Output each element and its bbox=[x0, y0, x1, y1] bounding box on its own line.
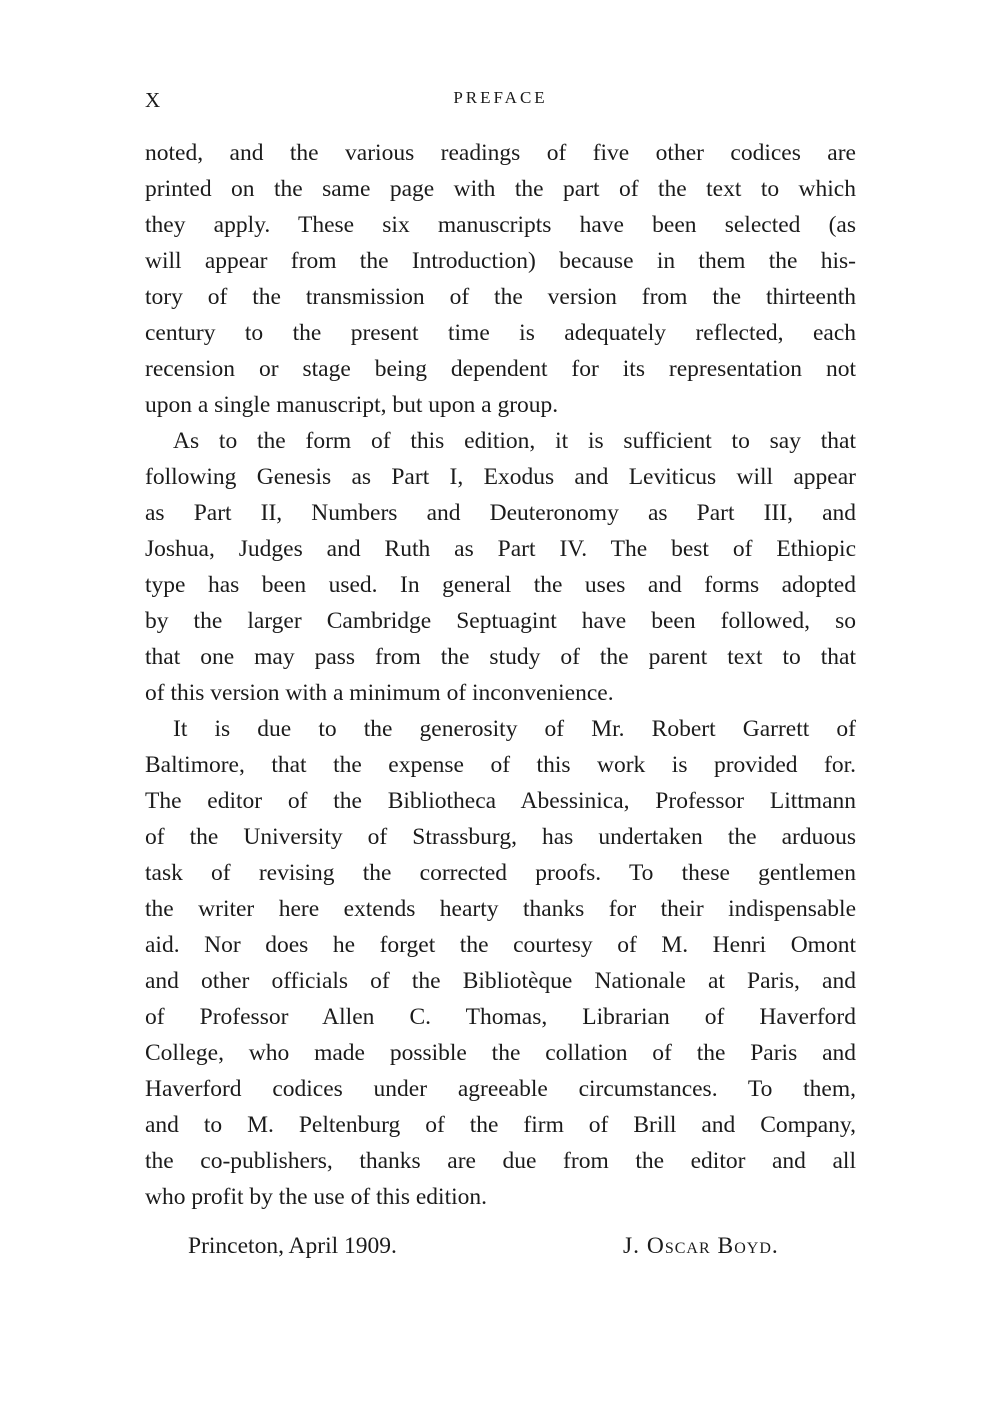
text-line: type has been used. In general the uses and forms adopted bbox=[145, 572, 856, 598]
text-line: Joshua, Judges and Ruth as Part IV. The best of Ethiopic bbox=[145, 536, 856, 562]
text-line: upon a single manuscript, but upon a group. bbox=[145, 392, 559, 418]
text-line: and other officials of the Bibliotèque Nationale at Paris, and bbox=[145, 968, 856, 994]
text-line: as Part II, Numbers and Deuteronomy as Part III, and bbox=[145, 500, 856, 526]
text-line: of this version with a minimum of inconvenience. bbox=[145, 680, 614, 706]
text-line: Haverford codices under agreeable circumstances. To them, bbox=[145, 1076, 856, 1102]
running-head bbox=[145, 88, 856, 116]
text-line: they apply. These six manuscripts have been selected (as bbox=[145, 212, 856, 238]
text-line: Baltimore, that the expense of this work is provided for. bbox=[145, 752, 856, 778]
text-line: It is due to the generosity of Mr. Robert Garrett of bbox=[173, 716, 856, 742]
signature-line bbox=[0, 1228, 1000, 1264]
preface-body bbox=[145, 135, 856, 1215]
text-line: of Professor Allen C. Thomas, Librarian of Haverford bbox=[145, 1004, 856, 1030]
paragraph-2 bbox=[145, 423, 856, 711]
text-line: will appear from the Introduction) because in them the his- bbox=[145, 248, 856, 274]
text-line: that one may pass from the study of the parent text to that bbox=[145, 644, 856, 670]
text-line: As to the form of this edition, it is sufficient to say that bbox=[173, 428, 856, 454]
text-line: tory of the transmission of the version from the thirteenth bbox=[145, 284, 856, 310]
text-line: The editor of the Bibliotheca Abessinica, Professor Littmann bbox=[145, 788, 856, 814]
paragraph-3 bbox=[145, 711, 856, 1215]
text-line: who profit by the use of this edition. bbox=[145, 1184, 488, 1210]
text-line: the co-publishers, thanks are due from the editor and all bbox=[145, 1148, 856, 1174]
page-number: X bbox=[145, 88, 163, 112]
place-date: Princeton, April 1909. bbox=[188, 1233, 397, 1259]
text-line: of the University of Strassburg, has undertaken the arduous bbox=[145, 824, 856, 850]
text-line: task of revising the corrected proofs. To these gentlemen bbox=[145, 860, 856, 886]
text-line: College, who made possible the collation of the Paris and bbox=[145, 1040, 856, 1066]
text-line: following Genesis as Part I, Exodus and Leviticus will appear bbox=[145, 464, 856, 490]
text-line: century to the present time is adequately reflected, each bbox=[145, 320, 856, 346]
text-line: by the larger Cambridge Septuagint have been followed, so bbox=[145, 608, 856, 634]
text-line: printed on the same page with the part of the text to which bbox=[145, 176, 856, 202]
running-title: PREFACE bbox=[453, 88, 548, 107]
paragraph-1 bbox=[145, 135, 856, 423]
text-line: and to M. Peltenburg of the firm of Brill and Company, bbox=[145, 1112, 856, 1138]
author-signature: J. Oscar Boyd. bbox=[623, 1233, 779, 1259]
text-line: noted, and the various readings of five other codices are bbox=[145, 140, 856, 166]
text-line: recension or stage being dependent for its representation not bbox=[145, 356, 856, 382]
text-line: the writer here extends hearty thanks for their indispensable bbox=[145, 896, 856, 922]
text-line: aid. Nor does he forget the courtesy of M. Henri Omont bbox=[145, 932, 856, 958]
